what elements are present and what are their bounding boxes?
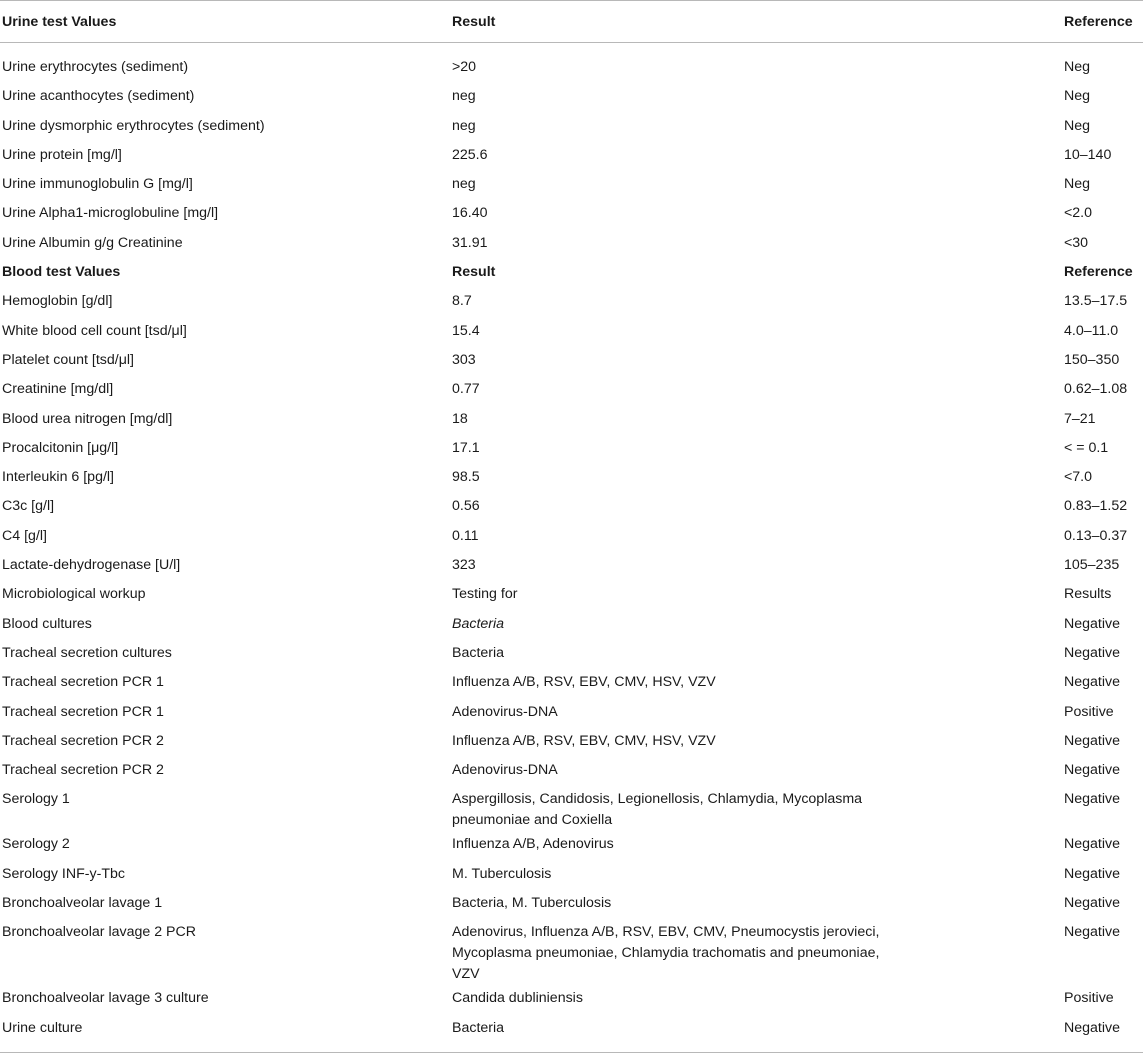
test-reference: Positive: [1064, 703, 1114, 720]
test-name: Urine dysmorphic erythrocytes (sediment): [2, 117, 265, 134]
test-reference: Negative: [1064, 924, 1120, 941]
header-row: [0, 1, 1143, 43]
test-result: Testing for: [452, 586, 518, 603]
test-name: Tracheal secretion PCR 1: [2, 703, 164, 720]
test-name: Urine immunoglobulin G [mg/l]: [2, 176, 193, 193]
table-row: [0, 376, 1143, 405]
test-reference: Negative: [1064, 615, 1120, 632]
table-row: [0, 831, 1143, 860]
test-reference: < = 0.1: [1064, 439, 1109, 456]
table-row: [0, 552, 1143, 581]
subheader-reference: Reference: [1064, 264, 1133, 281]
test-result: Adenovirus-DNA: [452, 762, 558, 779]
table-row: [0, 83, 1143, 112]
test-result: Adenovirus-DNA: [452, 703, 558, 720]
table-row: [0, 1015, 1143, 1053]
table-row: [0, 669, 1143, 698]
table-row: [0, 43, 1143, 84]
test-reference: Negative: [1064, 674, 1120, 691]
test-name: Blood urea nitrogen [mg/dl]: [2, 410, 173, 427]
test-reference: Negative: [1064, 644, 1120, 661]
test-result: >20: [452, 59, 477, 75]
test-reference: 0.83–1.52: [1064, 498, 1128, 515]
test-result: 0.11: [452, 527, 479, 544]
table-row: [0, 288, 1143, 317]
table-row: [0, 861, 1143, 890]
test-result: 98.5: [452, 469, 480, 486]
test-name: Creatinine [mg/dl]: [2, 381, 114, 398]
test-result: Influenza A/B, RSV, EBV, CMV, HSV, VZV: [452, 732, 716, 749]
test-result: 16.40: [452, 205, 488, 222]
table-row: [0, 406, 1143, 435]
header-test-values: Urine test Values: [0, 1, 450, 43]
test-reference: 13.5–17.5: [1064, 293, 1128, 310]
table-row: [0, 985, 1143, 1014]
test-name: C3c [g/l]: [2, 498, 55, 515]
test-reference: <30: [1064, 234, 1089, 251]
test-name: White blood cell count [tsd/μl]: [2, 322, 187, 339]
table-row: [0, 200, 1143, 229]
test-reference: Negative: [1064, 836, 1120, 853]
test-result: Influenza A/B, RSV, EBV, CMV, HSV, VZV: [452, 674, 716, 691]
test-name: Urine acanthocytes (sediment): [2, 88, 195, 105]
test-result: 8.7: [452, 293, 472, 310]
table-row: [0, 523, 1143, 552]
test-result-text: Aspergillosis, Candidosis, Legionellosis, Chlamydia, Mycoplasma pneumoniae and Coxiella: [452, 791, 863, 829]
test-name: Tracheal secretion PCR 1: [2, 674, 164, 691]
table-row: [0, 464, 1143, 493]
test-reference: 0.62–1.08: [1064, 381, 1128, 398]
test-result: 15.4: [452, 322, 480, 339]
subheader-row: [0, 259, 1143, 288]
test-result-text: Adenovirus, Influenza A/B, RSV, EBV, CMV, Pneumocystis jerovieci, Mycoplasma pneumoniae, Chlamydia trachomatis and pneumoniae, VZV: [452, 924, 880, 983]
test-name: Blood cultures: [2, 615, 92, 632]
test-reference: <2.0: [1064, 205, 1093, 222]
test-reference: Results: [1064, 586, 1112, 603]
test-name: Urine erythrocytes (sediment): [2, 59, 189, 75]
test-name: Microbiological workup: [2, 586, 146, 603]
test-name: Urine Alpha1-microglobuline [mg/l]: [2, 205, 219, 222]
test-result: M. Tuberculosis: [452, 865, 552, 882]
table-row: [0, 230, 1143, 259]
test-name: Serology 1: [2, 791, 70, 808]
test-name: Hemoglobin [g/dl]: [2, 293, 113, 310]
test-result: 303: [452, 351, 476, 368]
test-reference: 105–235: [1064, 557, 1120, 574]
test-reference: Neg: [1064, 88, 1091, 105]
test-reference: Negative: [1064, 1015, 1143, 1053]
table-row: [0, 728, 1143, 757]
test-reference: Neg: [1064, 176, 1091, 193]
test-name: Platelet count [tsd/μl]: [2, 351, 134, 368]
table-row: [0, 699, 1143, 728]
header-result: Result: [450, 1, 1064, 43]
test-reference: Neg: [1064, 117, 1091, 134]
test-name: Lactate-dehydrogenase [U/l]: [2, 557, 181, 574]
test-reference: Positive: [1064, 990, 1114, 1007]
table-row: [0, 493, 1143, 522]
test-name: Bronchoalveolar lavage 2 PCR: [2, 924, 197, 941]
test-result: 17.1: [452, 439, 480, 456]
table-row: [0, 435, 1143, 464]
test-reference: 10–140: [1064, 146, 1112, 163]
test-result: 31.91: [452, 234, 488, 251]
table-body: [0, 43, 1143, 1053]
table-row: [0, 640, 1143, 669]
table-row: [0, 347, 1143, 376]
test-reference: Neg: [1064, 59, 1091, 75]
table-row: [0, 318, 1143, 347]
test-result: [450, 919, 1064, 985]
test-result: Bacteria: [452, 644, 505, 661]
test-reference: Negative: [1064, 762, 1120, 779]
test-name: Urine Albumin g/g Creatinine: [2, 234, 183, 251]
test-name: Serology INF-y-Tbc: [2, 865, 125, 882]
test-reference: Negative: [1064, 865, 1120, 882]
test-reference: 7–21: [1064, 410, 1096, 427]
table-row: [0, 581, 1143, 610]
test-reference: Negative: [1064, 732, 1120, 749]
test-name: Serology 2: [2, 836, 70, 853]
test-reference: <7.0: [1064, 469, 1093, 486]
test-reference: 150–350: [1064, 351, 1120, 368]
test-result: Bacteria, M. Tuberculosis: [452, 895, 612, 912]
test-name: Tracheal secretion PCR 2: [2, 732, 164, 749]
table-row: [0, 171, 1143, 200]
test-reference: Negative: [1064, 791, 1120, 808]
test-result: neg: [452, 117, 476, 134]
test-result: 323: [452, 557, 476, 574]
test-result: 18: [452, 410, 468, 427]
table-row: [0, 113, 1143, 142]
test-result: 0.56: [452, 498, 480, 515]
subheader-result: Result: [452, 264, 496, 281]
test-reference: 0.13–0.37: [1064, 527, 1128, 544]
test-result: [450, 786, 1064, 831]
test-result: Influenza A/B, Adenovirus: [452, 836, 614, 853]
table-row: [0, 757, 1143, 786]
test-result: Bacteria: [450, 1015, 1064, 1053]
test-name: Tracheal secretion PCR 2: [2, 762, 164, 779]
test-name: Urine protein [mg/l]: [2, 146, 122, 163]
test-name: Interleukin 6 [pg/l]: [2, 469, 114, 486]
table-row: [0, 611, 1143, 640]
test-name: Procalcitonin [μg/l]: [2, 439, 119, 456]
test-result: 0.77: [452, 381, 480, 398]
test-result: Bacteria: [452, 615, 505, 632]
test-result: 225.6: [452, 146, 488, 163]
subheader-blood-test-values: Blood test Values: [2, 264, 121, 281]
test-result: neg: [452, 176, 476, 193]
header-reference: Reference: [1064, 1, 1143, 43]
test-name: Bronchoalveolar lavage 3 culture: [2, 990, 209, 1007]
test-name: C4 [g/l]: [2, 527, 47, 544]
table-header: [0, 1, 1143, 43]
test-reference: Negative: [1064, 895, 1120, 912]
table-row: [0, 142, 1143, 171]
table-row: [0, 786, 1143, 831]
test-name: Tracheal secretion cultures: [2, 644, 172, 661]
test-result: Candida dubliniensis: [452, 990, 583, 1007]
test-name: Urine culture: [0, 1015, 450, 1053]
test-reference: 4.0–11.0: [1064, 322, 1119, 339]
table-row: [0, 890, 1143, 919]
table-row: [0, 919, 1143, 985]
test-result: neg: [452, 88, 476, 105]
test-name: Bronchoalveolar lavage 1: [2, 895, 163, 912]
